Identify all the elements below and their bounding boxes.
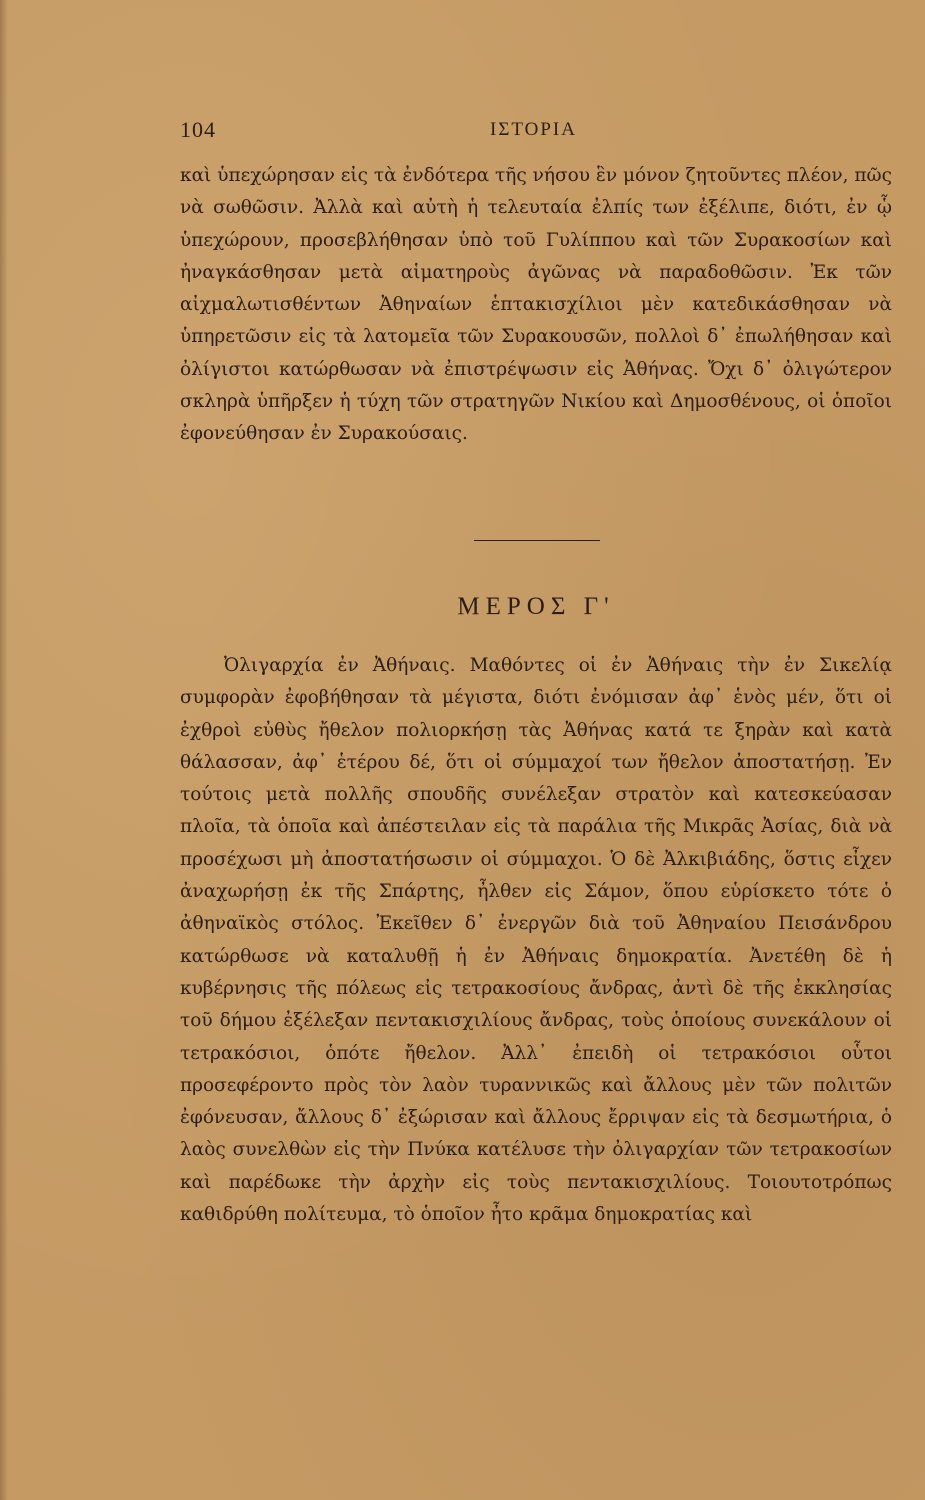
page-number: 104 — [180, 117, 216, 142]
page-edge-shadow — [0, 0, 8, 1500]
running-head: ΙΣΤΟΡΙΑ — [490, 119, 577, 140]
page-header — [180, 117, 892, 147]
paragraph-1: καὶ ὑπεχώρησαν εἰς τὰ ἐνδότερα τῆς νήσου ἓν μόνον ζητοῦντες πλέον, πῶς νὰ σωθῶσιν. Ἀλλὰ καὶ αὐτὴ ἡ τελευταία ἐλπίς των ἐξέλιπε, διότι, ἐν ᾧ ὑπεχώρουν, προσεβλήθησαν ὑπὸ τοῦ Γυλίππου καὶ τῶν Συρακοσίων καὶ ἠναγκάσθησαν μετὰ αἱματηροὺς ἀγῶνας νὰ παραδοθῶσιν. Ἐκ τῶν αἰχμαλωτισθέντων Ἀθηναίων ἑπτακισχίλιοι μὲν κατεδικάσθησαν νὰ ὑπηρετῶσιν εἰς τὰ λατομεῖα τῶν Συρακουσῶν, πολλοὶ δ᾿ ἐπωλήθησαν καὶ ὀλίγιστοι κατώρθωσαν νὰ ἐπιστρέψωσιν εἰς Ἀθήνας. Ὄχι δ᾿ ὀλιγώτερον σκληρὰ ὑπῆρξεν ἡ τύχη τῶν στρατηγῶν Νικίου καὶ Δημοσθένους, οἱ ὁποῖοι ἐφονεύθησαν ἐν Συρακούσαις. — [180, 165, 892, 445]
part-heading: ΜΕΡΟΣ Γ' — [457, 593, 615, 620]
section-divider — [474, 540, 600, 541]
paragraph-2: Ὀλιγαρχία ἐν Ἀθήναις. Μαθόντες οἱ ἐν Ἀθήναις τὴν ἐν Σικελίᾳ συμφορὰν ἐφοβήθησαν τὰ μέγιστα, διότι ἐνόμισαν ἀφ᾿ ἑνὸς μέν, ὅτι οἱ ἐχθροὶ εὐθὺς ἤθελον πολιορκήσῃ τὰς Ἀθήνας κατά τε ξηρὰν καὶ κατὰ θάλασσαν, ἀφ᾿ ἑτέρου δέ, ὅτι οἱ σύμμαχοί των ἤθελον ἀποστατήσῃ. Ἐν τούτοις μετὰ πολλῆς σπουδῆς συνέλεξαν στρατὸν καὶ κατεσκεύασαν πλοῖα, τὰ ὁποῖα καὶ ἀπέστειλαν εἰς τὰ παράλια τῆς Μικρᾶς Ἀσίας, διὰ νὰ προσέχωσι μὴ ἀποστατήσωσιν οἱ σύμμαχοι. Ὁ δὲ Ἀλκιβιάδης, ὅστις εἶχεν ἀναχωρήσῃ ἐκ τῆς Σπάρτης, ἦλθεν εἰς Σάμον, ὅπου εὑρίσκετο τότε ὁ ἀθηναϊκὸς στόλος. Ἐκεῖθεν δ᾿ ἐνεργῶν διὰ τοῦ Ἀθηναίου Πεισάνδρου κατώρθωσε νὰ καταλυθῇ ἡ ἐν Ἀθήναις δημοκρατία. Ἀνετέθη δὲ ἡ κυβέρνησις τῆς πόλεως εἰς τετρακοσίους ἄνδρας, ἀντὶ δὲ τῆς ἐκκλησίας τοῦ δήμου ἐξέλεξαν πεντακισχιλίους ἄνδρας, τοὺς ὁποίους συνεκάλουν οἱ τετρακόσιοι, ὁπότε ἤθελον. Ἀλλ᾿ ἐπειδὴ οἱ τετρακόσιοι οὗτοι προσεφέροντο πρὸς τὸν λαὸν τυραννικῶς καὶ ἄλλους μὲν τῶν πολιτῶν ἐφόνευσαν, ἄλλους δ᾿ ἐξώρισαν καὶ ἄλλους ἔρριψαν εἰς τὰ δεσμωτήρια, ὁ λαὸς συνελθὼν εἰς τὴν Πνύκα κατέλυσε τὴν ὀλιγαρχίαν τῶν τετρακοσίων καὶ παρέδωκε τὴν ἀρχὴν εἰς τοὺς πεντακισχιλίους. Τοιουτοτρόπως καθιδρύθη πολίτευμα, τὸ ὁποῖον ἦτο κρᾶμα δημοκρατίας καὶ — [180, 655, 892, 1226]
